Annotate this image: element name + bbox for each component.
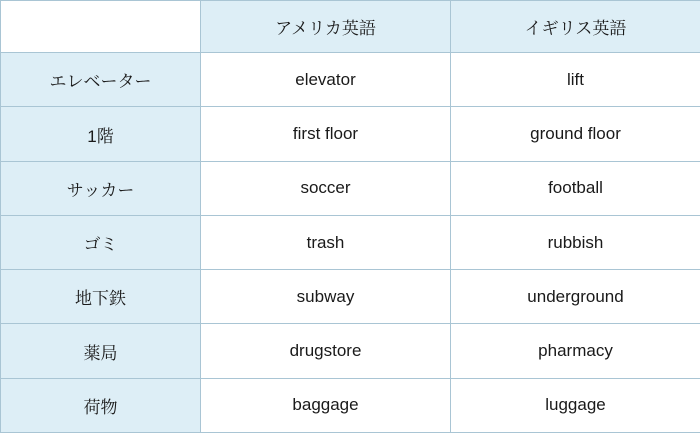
table-row (1, 270, 700, 324)
term-label: ゴミ (1, 215, 201, 269)
table-row (1, 378, 700, 432)
american-english-value: first floor (201, 107, 451, 161)
table-body (1, 1, 700, 433)
british-english-value: luggage (451, 378, 700, 432)
term-label: 1階 (1, 107, 201, 161)
term-label: エレベーター (1, 53, 201, 107)
american-english-value: trash (201, 215, 451, 269)
american-english-value: elevator (201, 53, 451, 107)
american-english-value: subway (201, 270, 451, 324)
column-header-british-english: イギリス英語 (451, 1, 700, 53)
term-label: 地下鉄 (1, 270, 201, 324)
american-english-value: drugstore (201, 324, 451, 378)
table-row (1, 324, 700, 378)
table-corner-cell (1, 1, 201, 53)
term-label: 薬局 (1, 324, 201, 378)
british-english-value: rubbish (451, 215, 700, 269)
table-header-row (1, 1, 700, 53)
table-row (1, 215, 700, 269)
term-label: 荷物 (1, 378, 201, 432)
british-english-value: pharmacy (451, 324, 700, 378)
british-english-value: ground floor (451, 107, 700, 161)
table-row (1, 161, 700, 215)
term-label: サッカー (1, 161, 201, 215)
american-english-value: soccer (201, 161, 451, 215)
column-header-american-english: アメリカ英語 (201, 1, 451, 53)
american-english-value: baggage (201, 378, 451, 432)
british-english-value: underground (451, 270, 700, 324)
table-row (1, 53, 700, 107)
british-english-value: lift (451, 53, 700, 107)
table-row (1, 107, 700, 161)
british-english-value: football (451, 161, 700, 215)
